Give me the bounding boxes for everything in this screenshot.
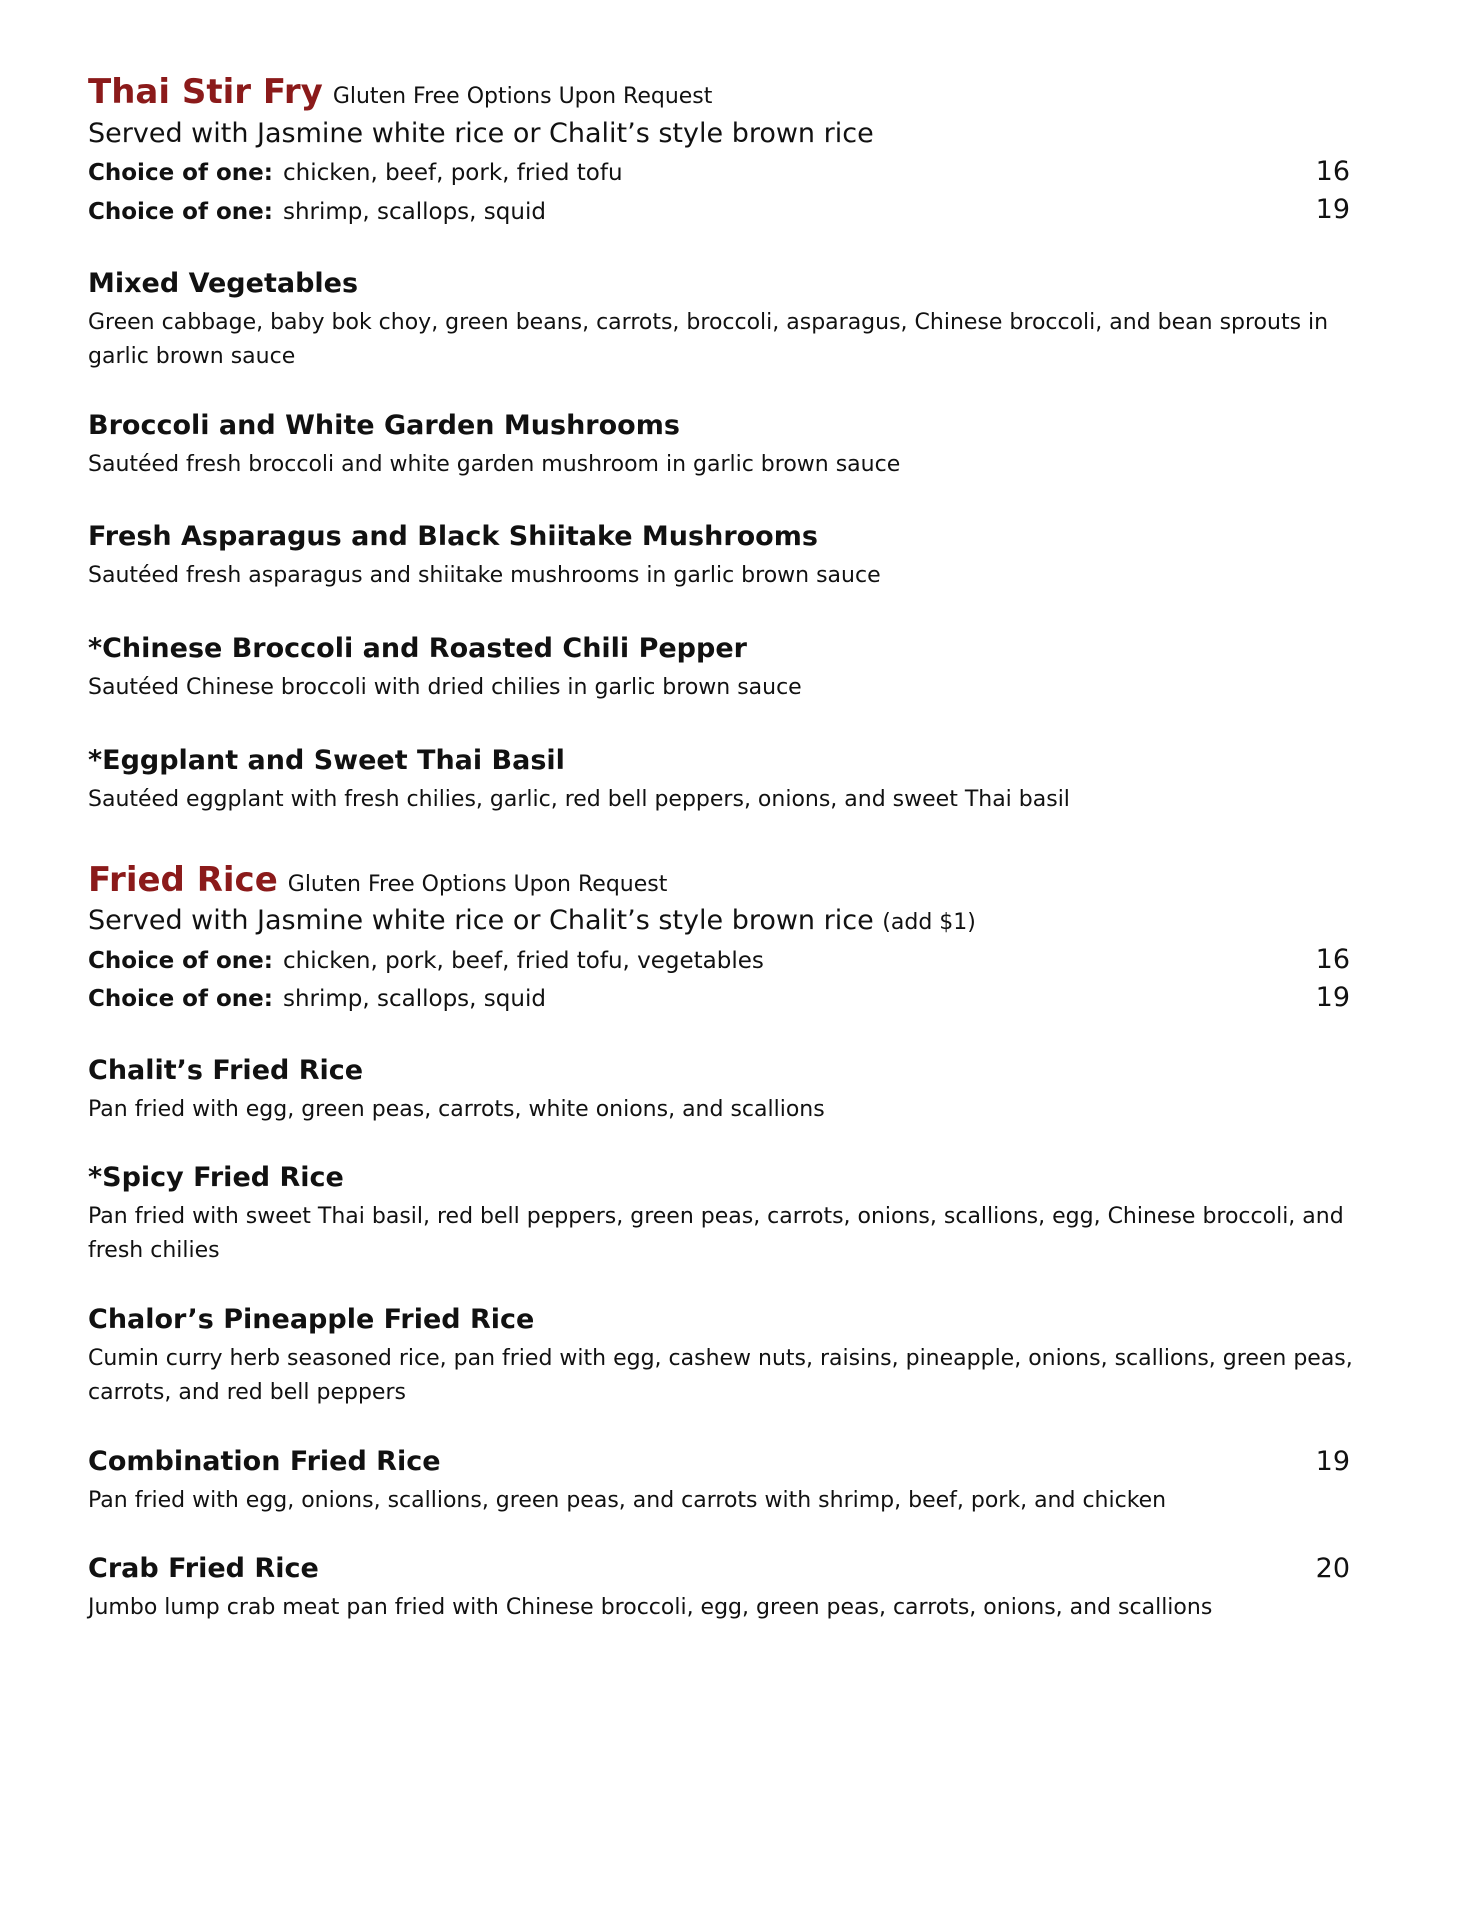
dish-name: Mixed Vegetables (88, 268, 359, 299)
dish-description: Green cabbage, baby bok choy, green beans, carrots, broccoli, asparagus, Chinese broccoli, and bean sprouts in garlic brown sauce (88, 310, 1329, 369)
dish-description: Sautéed Chinese broccoli with dried chilies in garlic brown sauce (88, 675, 802, 700)
dish-description: Sautéed fresh broccoli and white garden mushroom in garlic brown sauce (88, 452, 901, 477)
dish-name: Crab Fried Rice (88, 1553, 319, 1584)
dish-description: Pan fried with egg, green peas, carrots, white onions, and scallions (88, 1097, 825, 1122)
dish-name: *Eggplant and Sweet Thai Basil (88, 745, 565, 776)
choice-items: chicken, beef, pork, fried tofu (282, 160, 623, 186)
price: 16 (1315, 944, 1350, 975)
price: 19 (1315, 982, 1350, 1013)
served-with-line (88, 905, 976, 936)
brown-rice-surcharge: (add $1) (882, 910, 976, 935)
choice-label: Choice of one: (88, 948, 273, 974)
served-with-line: Served with Jasmine white rice or Chalit’s style brown rice (88, 118, 874, 149)
dish-description: Sautéed fresh asparagus and shiitake mushrooms in garlic brown sauce (88, 563, 881, 588)
choice-row (88, 160, 1348, 186)
dish-description: Jumbo lump crab meat pan fried with Chinese broccoli, egg, green peas, carrots, onions, and scallions (88, 1595, 1213, 1620)
choice-label: Choice of one: (88, 986, 273, 1012)
dish-name: *Spicy Fried Rice (88, 1162, 344, 1193)
price: 19 (1315, 194, 1350, 225)
choice-row (88, 199, 1348, 225)
gluten-free-note: Gluten Free Options Upon Request (332, 84, 713, 109)
dish-name: *Chinese Broccoli and Roasted Chili Pepper (88, 633, 747, 664)
choice-label: Choice of one: (88, 199, 273, 225)
dish-description: Cumin curry herb seasoned rice, pan fried with egg, cashew nuts, raisins, pineapple, onions, scallions, green peas, carrots, and red bell peppers (88, 1346, 1353, 1405)
price: 16 (1315, 156, 1350, 187)
dish-name: Broccoli and White Garden Mushrooms (88, 410, 680, 441)
dish-name: Combination Fried Rice (88, 1446, 441, 1477)
price: 19 (1315, 1446, 1350, 1477)
served-text: Served with Jasmine white rice or Chalit’s style brown rice (88, 905, 874, 936)
price: 20 (1315, 1553, 1350, 1584)
gluten-free-note: Gluten Free Options Upon Request (287, 872, 668, 897)
dish-description: Pan fried with egg, onions, scallions, green peas, and carrots with shrimp, beef, pork, and chicken (88, 1488, 1167, 1513)
dish-name: Chalor’s Pineapple Fried Rice (88, 1304, 535, 1335)
choice-items: chicken, pork, beef, fried tofu, vegetables (282, 948, 764, 974)
dish-name: Chalit’s Fried Rice (88, 1055, 364, 1086)
choice-items: shrimp, scallops, squid (282, 986, 546, 1012)
choice-label: Choice of one: (88, 160, 273, 186)
dish-description: Sautéed eggplant with fresh chilies, garlic, red bell peppers, onions, and sweet Thai basil (88, 787, 1070, 812)
section-header-thai-stir-fry (88, 72, 1348, 112)
section-title: Fried Rice (88, 860, 278, 900)
section-header-fried-rice (88, 860, 1348, 900)
section-title: Thai Stir Fry (88, 72, 323, 112)
choice-items: shrimp, scallops, squid (282, 199, 546, 225)
choice-row (88, 948, 1348, 974)
choice-row (88, 986, 1348, 1012)
dish-name: Fresh Asparagus and Black Shiitake Mushrooms (88, 521, 818, 552)
dish-description: Pan fried with sweet Thai basil, red bell peppers, green peas, carrots, onions, scallions, egg, Chinese broccoli, and fresh chilies (88, 1204, 1344, 1263)
